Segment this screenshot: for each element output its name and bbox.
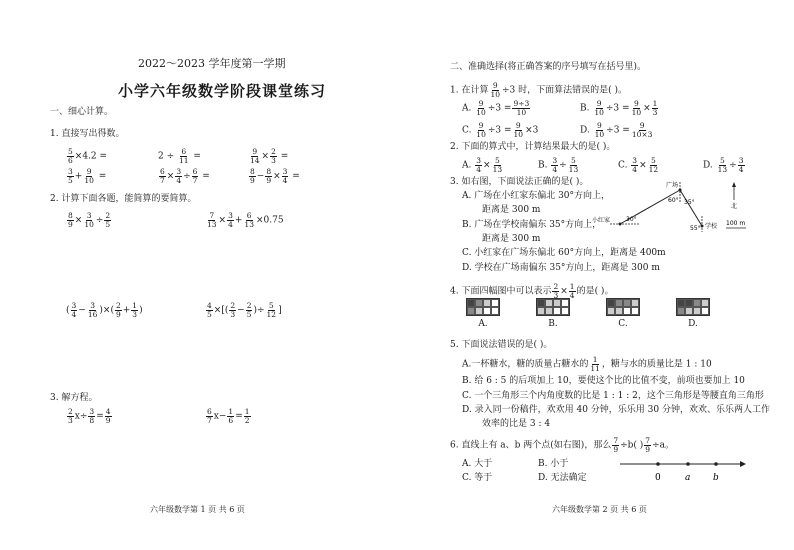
- option-b-cont: 距离是 300 m: [482, 234, 541, 244]
- equation-item: $\frac{2}{3}$ x÷ $\frac{3}{8}$ = $\frac{4}{9}$: [68, 407, 111, 425]
- page-footer-left: 六年级数学第 1 页 共 6 页: [150, 505, 245, 514]
- question-2-6: 6. 直线上有 a、b 两个点(如右图)，那么 $\frac{7}{9}$ ÷b( ) $\frac{7}{9}$ ÷a。: [450, 436, 674, 454]
- number-line-label: b: [713, 473, 719, 483]
- option-a: A. $\frac{9}{10}$ ÷3 = $\frac{9\div 3}{10}$: [462, 99, 530, 117]
- map-angle: 60°: [668, 197, 679, 204]
- calc-item: 2 ÷ $\frac{6}{11}$ =: [158, 147, 201, 165]
- question-2-1: 1. 在计算 $\frac{9}{10}$ ÷3 时，下面算法错误的是( )。: [450, 81, 628, 99]
- option-b: B. $\frac{9}{10}$ ÷3 = $\frac{9}{10}$ × $\frac{1}{3}$: [580, 99, 658, 117]
- year-title: 2022～2023 学年度第一学期: [138, 57, 286, 70]
- question-2-4: 4. 下面四幅图中可以表示 $\frac{2}{3}$ × $\frac{1}{4}$ 的是( )。: [450, 282, 614, 300]
- option-d: D. 录入同一份稿件，欢欢用 40 分钟，乐乐用 30 分钟，欢欢、乐乐两人工作: [462, 405, 770, 415]
- direction-map: [590, 178, 750, 238]
- grid-figure-a: A.: [466, 298, 500, 329]
- calc-item: $\frac{4}{5}$ ×[( $\frac{2}{3}$ − $\frac{2}{5}$ )÷ $\frac{5}{12}$ ]: [207, 301, 282, 319]
- question-1-3: 3. 解方程。: [50, 393, 98, 403]
- map-angle: 55°: [690, 225, 701, 232]
- option-b: B. 广场在学校南偏东 35°方向上，: [462, 220, 602, 230]
- question-2-2: 2. 下面的算式中，计算结果最大的是( )。: [450, 142, 616, 152]
- equation-item: $\frac{6}{7}$ x− $\frac{1}{6}$ = $\frac{1}{2}$: [207, 407, 250, 425]
- option-c: C. 等于: [462, 473, 493, 483]
- option-d: D. 学校在广场南偏东 35°方向上，距离是 300 m: [462, 263, 660, 273]
- page-footer-right: 六年级数学第 2 页 共 6 页: [552, 505, 647, 514]
- calc-item: $\frac{6}{7}$ × $\frac{3}{4}$ ÷ $\frac{6}{7}$ =: [160, 167, 210, 185]
- question-1-2: 2. 计算下面各题，能简算的要简算。: [50, 194, 197, 204]
- option-c: C. 小红家在广场东偏北 60°方向上，距离是 400m: [462, 248, 666, 258]
- number-line-label: 0: [655, 473, 661, 483]
- option-b: B. 小于: [538, 459, 569, 469]
- page-title: 小学六年级数学阶段课堂练习: [118, 82, 327, 100]
- calc-item: $\frac{3}{5}$ + $\frac{9}{10}$ =: [68, 167, 107, 185]
- calc-item: $\frac{5}{6}$ ×4.2 =: [68, 147, 108, 165]
- section-2-heading: 二、准确选择(将正确答案的序号填写在括号里)。: [450, 62, 647, 72]
- calc-item: $\frac{8}{9}$ − $\frac{8}{9}$ × $\frac{3}{4}$ =: [250, 167, 300, 185]
- map-label: 小红家: [592, 217, 611, 224]
- option-b: B. $\frac{3}{4}$ ÷ $\frac{5}{13}$: [538, 156, 579, 174]
- option-d: D. $\frac{9}{10}$ ÷3 = $\frac{9}{10\times 3}$: [580, 121, 653, 139]
- grid-figure-d: D.: [676, 298, 710, 329]
- option-b: B. 给 6 : 5 的后项加上 10，要使这个比的比值不变，前项也要加上 10: [462, 376, 745, 386]
- option-a: A. 大于: [462, 459, 493, 469]
- scale-label: 100 m: [726, 220, 746, 227]
- calc-item: ( $\frac{3}{4}$ − $\frac{3}{16}$ )×( $\frac{2}{9}$ + $\frac{1}{3}$ ): [66, 301, 143, 319]
- option-a: A. $\frac{3}{4}$ × $\frac{5}{13}$: [462, 156, 503, 174]
- map-label: 广场: [666, 182, 679, 189]
- number-line: [618, 456, 750, 486]
- calc-item: $\frac{7}{13}$ × $\frac{3}{4}$ + $\frac{6}{13}$ ×0.75: [207, 211, 284, 229]
- option-a-cont: 距离是 300 m: [482, 205, 541, 215]
- option-d: D. 无法确定: [538, 473, 587, 483]
- calc-item: $\frac{8}{9}$ × $\frac{3}{10}$ ÷ $\frac{2}{5}$: [68, 211, 111, 229]
- option-c: C. 一个三角形三个内角度数的比是 1 : 1 : 2，这个三角形是等腰直角三角形: [462, 391, 764, 401]
- grid-figure-b: B.: [536, 298, 570, 329]
- option-a: A. 广场在小红家东偏北 30°方向上，: [462, 191, 611, 201]
- option-c: C. $\frac{3}{4}$ × $\frac{5}{12}$: [618, 156, 659, 174]
- question-2-3: 3. 如右图，下面说法正确的是( )。: [450, 177, 589, 187]
- map-angle: 35°: [684, 199, 695, 206]
- calc-item: $\frac{9}{14}$ × $\frac{2}{3}$ =: [250, 147, 289, 165]
- grid-figure-c: C.: [606, 298, 640, 329]
- option-d-cont: 效率的比是 3 : 4: [482, 419, 551, 429]
- question-2-5: 5. 下面说法错误的是( )。: [450, 340, 553, 350]
- option-a: A.一杯糖水，糖的质量占糖水的 $\frac{1}{11}$ ，糖与水的质量比是 1 : 10: [462, 355, 712, 373]
- option-d: D. $\frac{5}{13}$ ÷ $\frac{3}{4}$: [703, 156, 744, 174]
- north-icon: 北: [731, 203, 738, 210]
- map-angle: 30°: [626, 216, 637, 223]
- section-1-heading: 一、细心计算。: [50, 107, 114, 117]
- option-c: C. $\frac{9}{10}$ ÷3 = $\frac{9}{10}$ ×3: [462, 121, 539, 139]
- map-label: 学校: [705, 223, 718, 230]
- number-line-label: a: [685, 473, 691, 483]
- question-1-1: 1. 直接写出得数。: [50, 129, 125, 139]
